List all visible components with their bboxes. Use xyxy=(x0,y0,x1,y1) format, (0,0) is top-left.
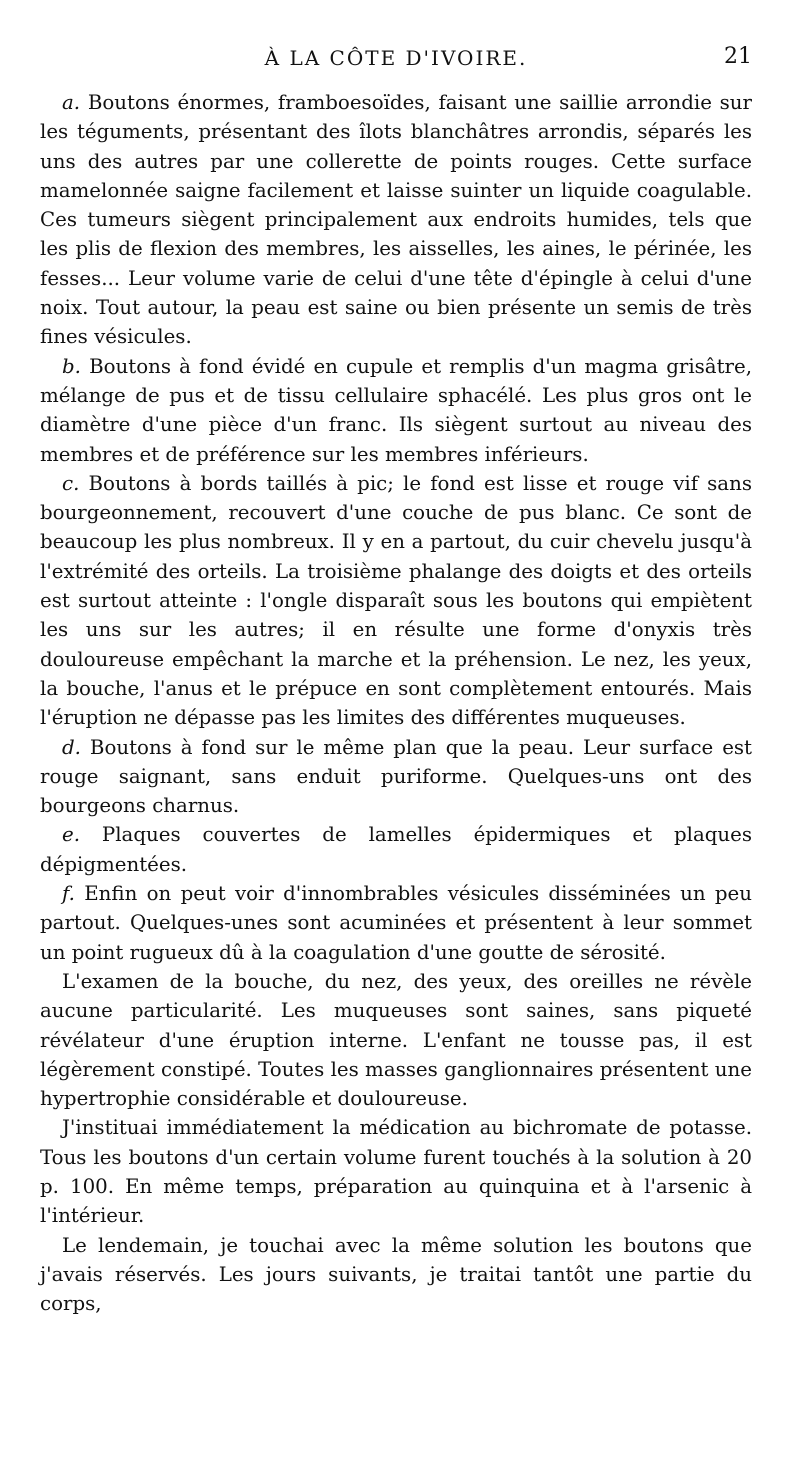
item-marker: c. xyxy=(62,471,80,495)
paragraph-b xyxy=(40,352,752,469)
item-marker: e. xyxy=(62,823,80,847)
paragraph-text: Boutons à bords taillés à pic; le fond est lisse et rouge vif sans bourgeonnement, recouvert d'une couche de pus blanc. Ce sont de beaucoup les plus nombreux. Il y en a partout, du cuir chevelu jusqu'à l'extrémité des orteils. La troisième phalange des doigts et des orteils est surtout atteinte : l'ongle disparaît sous les boutons qui empiètent les uns sur les autres; il en résulte une forme d'onyxis très douloureuse empêchant la marche et la préhension. Le nez, les yeux, la bouche, l'anus et le prépuce en sont complètement entourés. Mais l'éruption ne dépasse pas les limites des différentes muqueuses. xyxy=(40,471,752,730)
paragraph-a xyxy=(40,88,752,352)
item-marker: f. xyxy=(62,882,75,906)
item-marker: b. xyxy=(62,354,81,378)
paragraph-next-day xyxy=(40,1231,752,1319)
paragraph-f xyxy=(40,879,752,967)
paragraph-e xyxy=(40,820,752,879)
item-marker: a. xyxy=(62,91,81,114)
paragraph-d xyxy=(40,733,752,821)
paragraph-text: Boutons à fond sur le même plan que la peau. Leur surface est rouge saignant, sans enduit puriforme. Quelques-uns ont des bourgeons charnus. xyxy=(40,735,752,818)
body-text xyxy=(40,88,752,1318)
paragraph-treatment xyxy=(40,1113,752,1230)
paragraph-text: L'examen de la bouche, du nez, des yeux, des oreilles ne révèle aucune particularité. Les muqueuses sont saines, sans piqueté révélateur d'une éruption interne. L'enfant ne tousse pas, il est légèrement constipé. Toutes les masses ganglionnaires présentent une hypertrophie considérable et douloureuse. xyxy=(40,969,752,1111)
paragraph-examination xyxy=(40,967,752,1113)
paragraph-text: Le lendemain, je touchai avec la même solution les boutons que j'avais réservés. Les jours suivants, je traitai tantôt une partie du corps, xyxy=(40,1233,752,1316)
paragraph-text: Plaques couvertes de lamelles épidermiques et plaques dépigmentées. xyxy=(40,823,752,876)
running-head xyxy=(40,40,752,80)
running-title: À LA CÔTE D'IVOIRE. xyxy=(264,46,528,70)
book-page xyxy=(40,40,752,1318)
page-number: 21 xyxy=(724,44,752,69)
item-marker: d. xyxy=(62,735,81,759)
paragraph-text: J'instituai immédiatement la médication au bichromate de potasse. Tous les boutons d'un certain volume furent touchés à la solution à 20 p. 100. En même temps, préparation au quinquina et à l'arsenic à l'intérieur. xyxy=(40,1116,752,1228)
paragraph-text: Enfin on peut voir d'innombrables vésicules disséminées un peu partout. Quelques-unes sont acuminées et présentent à leur sommet un point rugueux dû à la coagulation d'une goutte de sérosité. xyxy=(40,882,752,964)
paragraph-c xyxy=(40,469,752,733)
paragraph-text: Boutons à fond évidé en cupule et remplis d'un magma grisâtre, mélange de pus et de tissu cellulaire sphacélé. Les plus gros ont le diamètre d'une pièce d'un franc. Ils siègent surtout au niveau des membres et de préférence sur les membres inférieurs. xyxy=(40,354,752,466)
paragraph-text: Boutons énormes, framboesoïdes, faisant une saillie arrondie sur les téguments, présentant des îlots blanchâtres arrondis, séparés les uns des autres par une collerette de points rouges. Cette surface mamelonnée saigne facilement et laisse suinter un liquide coagulable. Ces tumeurs siègent principalement aux endroits humides, tels que les plis de flexion des membres, les aisselles, les aines, le périnée, les fesses... Leur volume varie de celui d'une tête d'épingle à celui d'une noix. Tout autour, la peau est saine ou bien présente un semis de très fines vésicules. xyxy=(40,91,752,349)
